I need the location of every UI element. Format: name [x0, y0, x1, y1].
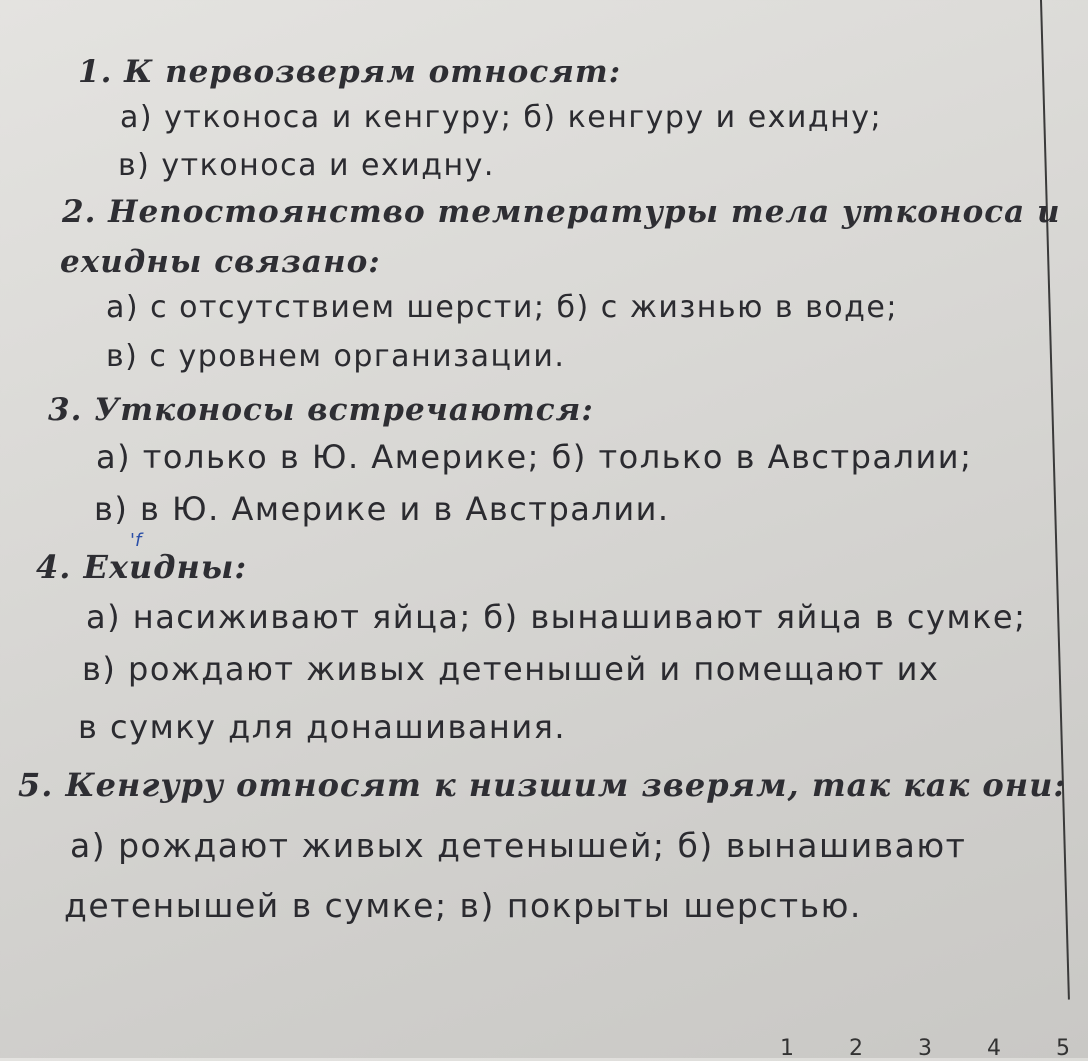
frame-border-line	[1040, 0, 1070, 1000]
question-5-answer-line-2: детенышей в сумке; в) покрыты шерстью.	[64, 886, 862, 925]
page-number: 4	[987, 1036, 1001, 1061]
page-number: 5	[1056, 1036, 1070, 1061]
page-number: 3	[918, 1036, 932, 1061]
handwritten-mark: 'f	[130, 530, 142, 551]
page-numbers	[780, 1036, 1088, 1061]
question-5-title: 5. Кенгуру относят к низшим зверям, так как они:	[18, 766, 1067, 804]
question-4-answer-line-2: в) рождают живых детенышей и помещают их	[82, 650, 940, 688]
question-3-answer-line-2: в) в Ю. Америке и в Австралии.	[94, 490, 670, 528]
question-3-title: 3. Утконосы встречаются:	[48, 392, 594, 428]
page-number: 2	[849, 1036, 863, 1061]
question-2-answer-line-1: а) с отсутствием шерсти; б) с жизнью в воде;	[106, 290, 898, 325]
question-4-answer-line-3: в сумку для донашивания.	[78, 708, 567, 746]
question-5-answer-line-1: а) рождают живых детенышей; б) вынашивают	[70, 826, 967, 865]
question-3-answer-line-1: а) только в Ю. Америке; б) только в Австралии;	[96, 438, 973, 476]
question-4-title: 4. Ехидны:	[36, 548, 248, 586]
question-2-answer-line-2: в) с уровнем организации.	[106, 339, 566, 374]
question-1-answer-line-1: а) утконоса и кенгуру; б) кенгуру и ехидну;	[120, 100, 883, 135]
question-1-title: 1. К первозверям относят:	[78, 54, 622, 90]
page-number: 1	[780, 1036, 794, 1061]
question-4-answer-line-1: а) насиживают яйца; б) вынашивают яйца в сумке;	[86, 598, 1027, 636]
question-2-title: 2. Непостоянство температуры тела утконоса и	[62, 194, 1061, 230]
question-1-answer-line-2: в) утконоса и ехидну.	[118, 148, 495, 183]
question-2-title-continued: ехидны связано:	[60, 244, 381, 280]
